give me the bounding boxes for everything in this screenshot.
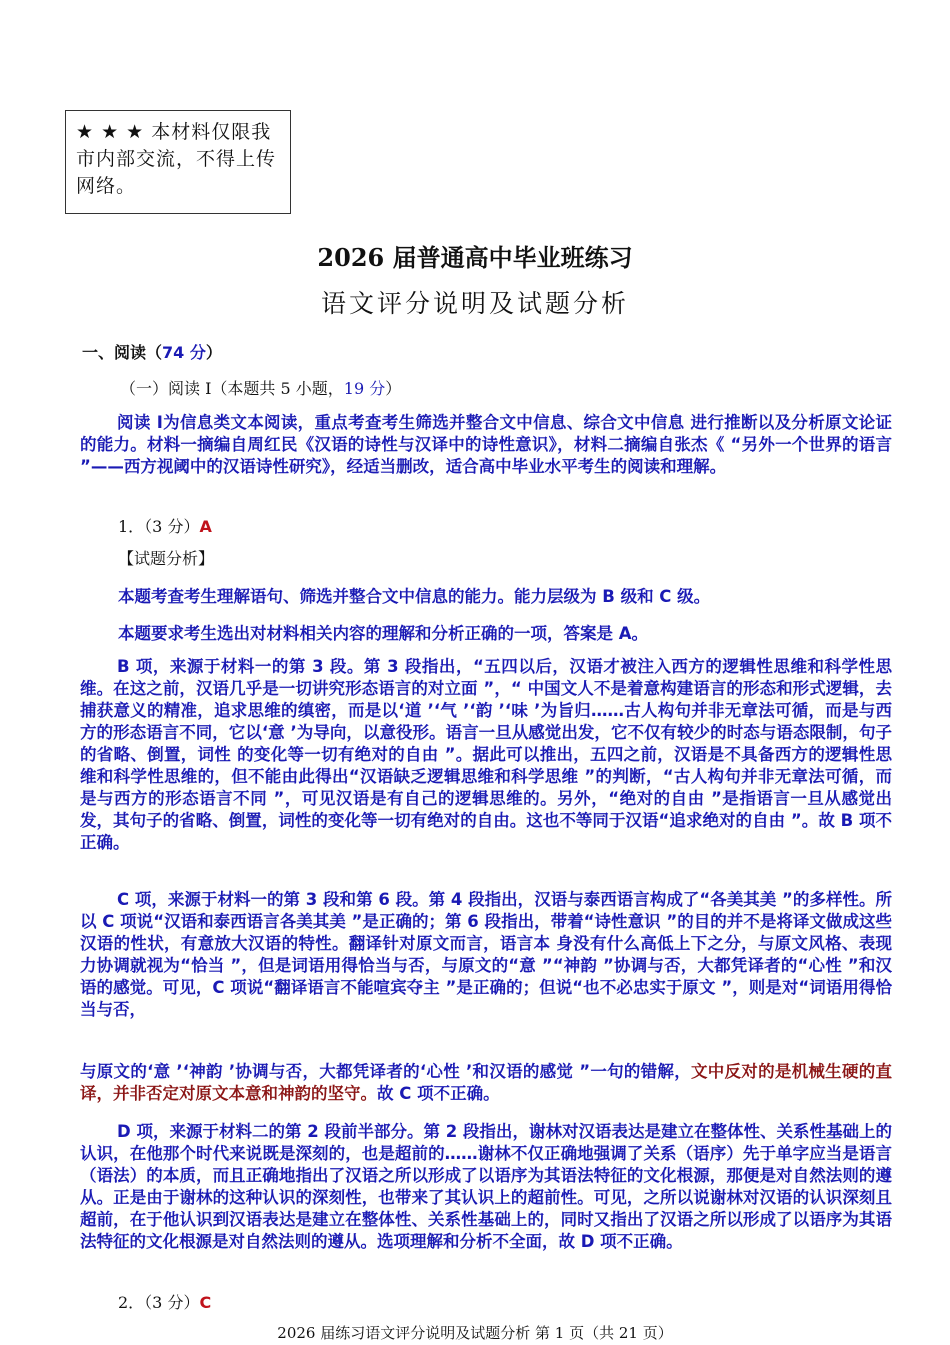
page-title: 2026 届普通高中毕业班练习 [317,243,633,272]
intro-paragraph: 阅读 Ⅰ为信息类文本阅读，重点考查考生筛选并整合文中信息、综合文中信息 进行推断以及分析原文论证的能力。材料一摘编自周红民《汉语的诗性与汉译中的诗性意识》，材料二摘编自张杰《 “另外一个世界的语言 ”——西方视阈中的汉语诗性研究》，经适当删改，适合高中毕业水平考生的阅读和理解。 [80,413,892,476]
paragraph-c-red: 文中反对的是机械生硬的直译，并非否定对原文本意和神韵的坚守。 [80,1062,893,1103]
paragraph-c: C 项，来源于材料一的第 3 段和第 6 段。第 4 段指出，汉语与泰西语言构成了“各美其美 ”的多样性。所以 C 项说“汉语和泰西语言各美其美 ”是正确的；第 6 段指出，带着“诗性意识 ”的目的并不是将译文做成这些汉语的性状，有意放大汉语的特性。翻译针对原文而言，语言本 身没有什么高低上下之分，与原文风格、表现力协调就视为“恰当 ”，但是词语用得恰当与否，与原文的“意 ”“神韵 ”协调与否，大都凭译者的“心性 ”和汉语的感觉。可见，C 项说“翻译语言不能喧宾夺主 ”是正确的；但说“也不必忠实于原文 ”，则是对“词语用得恰当与否， [80,890,892,1019]
page-footer: 2026 届练习语文评分说明及试题分析 第 1 页（共 21 页） [277,1324,673,1342]
question-1 [118,514,212,537]
q1-line-2: 本题要求考生选出对材料相关内容的理解和分析正确的一项，答案是 A。 [118,624,649,643]
subsection-heading [120,376,401,399]
question-1-answer: A [199,517,212,536]
section-close: ） [205,343,222,362]
subsection-score: 19 分 [343,379,386,398]
paragraph-c-blue: 与原文的‘意 ’‘神韵 ’协调与否，大都凭译者的‘心性 ’和汉语的感觉 ”一句的错解， [80,1062,691,1081]
question-2-label: 2．（3 分） [118,1293,200,1312]
subsection-close: ） [385,379,402,398]
paragraph-c-continued [80,1061,892,1105]
question-1-label: 1．（3 分） [118,517,200,536]
section-heading [82,340,222,363]
section-label: 一、阅读（ [82,343,163,362]
question-2-answer: C [199,1293,212,1312]
notice-box [65,110,291,214]
subsection-label: （一）阅读 Ⅰ（本题共 5 小题， [120,379,344,398]
paragraph-c-end: 故 C 项不正确。 [377,1084,500,1103]
page-subtitle: 语文评分说明及试题分析 [320,289,629,318]
q1-line-1: 本题考查考生理解语句、筛选并整合文中信息的能力。能力层级为 B 级和 C 级。 [118,587,711,606]
section-score: 74 分 [162,343,206,362]
analysis-label: 【试题分析】 [118,549,215,568]
question-2 [118,1290,211,1313]
paragraph-d: D 项，来源于材料二的第 2 段前半部分。第 2 段指出，谢林对汉语表达是建立在整体性、关系性基础上的认识，在他那个时代来说既是深刻的，也是超前的……谢林不仅正确地强调了关系（语序）先于单字应当是语言（语法）的本质，而且正确地指出了汉语之所以形成了以语序为其语法特征的文化根源，那便是对自然法则的遵从。正是由于谢林的这种认识的深刻性，也带来了其认识上的超前性。可见，之所以说谢林对汉语的认识深刻且超前，在于他认识到汉语表达是建立在整体性、关系性基础上的，同时又指出了汉语之所以形成了以语序为其语法特征的文化根源是对自然法则的遵从。选项理解和分析不全面，故 D 项不正确。 [80,1122,892,1251]
paragraph-b: B 项，来源于材料一的第 3 段。第 3 段指出，“五四以后，汉语才被注入西方的逻辑性思维和科学性思维。在这之前，汉语几乎是一切讲究形态语言的对立面 ”，“ 中国文人不是着意构建语言的形态和形式逻辑，去捕获意义的精准，追求思维的缜密，而是以‘道 ’‘气 ’‘韵 ’‘味 ’为旨归……古人构句并非无章法可循，而是与西方的形态语言不同，它以‘意 ’为导向，以意役形。语言一旦从感觉出发，它不仅有较少的时态与语态限制，句子的省略、倒置，词性 的变化等一切有绝对的自由 ”。据此可以推出，五四之前，汉语是不具备西方的逻辑性思维和科学性思维的，但不能由此得出“汉语缺乏逻辑思维和科学思维 ”的判断，“古人构句并非无章法可循，而是与西方的形态语言不同 ”，可见汉语是有自己的逻辑思维的。另外，“绝对的自由 ”是指语言一旦从感觉出发，其句子的省略、倒置，词性的变化等一切有绝对的自由。这也不等同于汉语“追求绝对的自由 ”。故 B 项不正确。 [80,657,892,852]
notice-text: ★ ★ ★ 本材料仅限我市内部交流，不得上传网络。 [76,121,277,197]
